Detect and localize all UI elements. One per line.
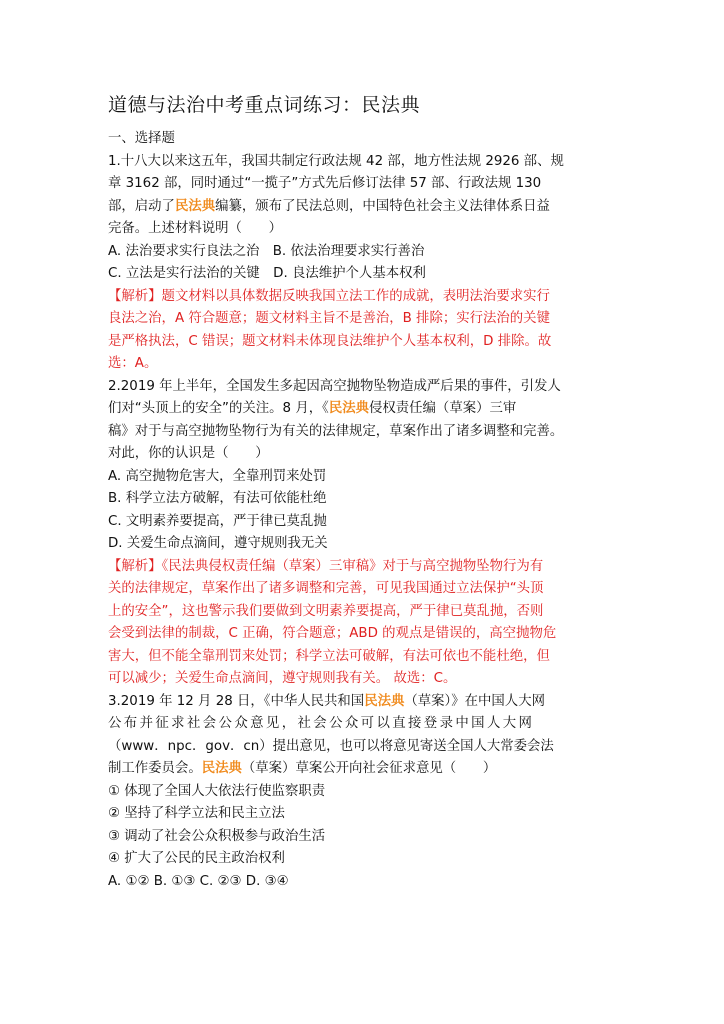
section-heading: 一、选择题 (108, 131, 175, 146)
q2-option-c: C. 文明素养要提高，严于律已莫乱抛 (108, 513, 327, 529)
q1-line-4: 完备。上述材料说明（ ） (108, 221, 283, 236)
q1-analysis-line-3: 是严格执法，C 错误；题文材料未体现良法维护个人基本权利，D 排除。故 (108, 333, 552, 349)
q3-line-4 (108, 758, 618, 781)
q2-analysis-line-5: 害大，但不能全靠刑罚来处罚；科学立法可破解，有法可依也不能杜绝，但 (108, 648, 550, 664)
q1-line-1: 1.十八大以来这五年，我国共制定行政法规 42 部，地方性法规 2926 部、规 (108, 153, 564, 169)
q3-line-1 (108, 691, 618, 714)
q2-option-b: B. 科学立法方破解，有法可依能杜绝 (108, 491, 327, 506)
question-2 (108, 376, 618, 691)
q1-analysis (108, 286, 618, 376)
q3-line-4b: （草案）草案公开向社会征求意见（ ） (241, 761, 497, 776)
q2-line-2a: 们对“头顶上的安全”的关注。8 月，《 (108, 401, 329, 416)
q2-analysis-line-2: 关的法律规定，草案作出了诸多调整和完善，可见我国通过立法保护“头顶 (108, 581, 544, 596)
page-title: 道德与法治中考重点词练习：民法典 (108, 94, 421, 116)
q2-analysis-line-6: 可以减少；关爱生命点滴间，遵守规则我有关。 故选：C。 (108, 671, 457, 686)
q3-statement-4: ④ 扩大了公民的民主政治权利 (108, 851, 285, 866)
keyword-highlight: 民法典 (174, 198, 216, 214)
q2-analysis-line-1: 【解析】《民法典侵权责任编（草案）三审稿》对于与高空抛物坠物行为有 (108, 558, 544, 574)
q1-analysis-line-4: 选：A。 (108, 356, 158, 371)
q2-option-d: D. 关爱生命点滴间，遵守规则我无关 (108, 536, 328, 551)
q3-statement-1: ① 体现了全国人大依法行使监察职责 (108, 783, 326, 799)
q2-analysis (108, 556, 618, 691)
q1-line-3b: 编纂，颁布了民法总则，中国特色社会主义法律体系日益 (215, 198, 550, 214)
q3-line-1a: 3.2019 年 12 月 28 日，《中华人民共和国 (108, 693, 365, 709)
q3-line-3: （www．npc．gov．cn）提出意见，也可以将意见寄送全国人大常委会法 (108, 738, 554, 754)
q2-analysis-line-3: 上的安全”，这也警示我们要做到文明素养要提高，严于律已莫乱抛，否则 (108, 603, 544, 619)
q1-analysis-line-2: 良法之治，A 符合题意；题文材料主旨不是善治，B 排除；实行法治的关键 (108, 311, 550, 326)
question-3 (108, 691, 618, 894)
q1-options-cd: C. 立法是实行法治的关键 D. 良法维护个人基本权利 (108, 266, 426, 281)
q1-options-ab: A. 法治要求实行良法之治 B. 依法治理要求实行善治 (108, 243, 425, 259)
keyword-highlight: 民法典 (201, 761, 242, 776)
q2-option-a: A. 高空抛物危害大，全靠刑罚来处罚 (108, 468, 327, 484)
q3-line-4a: 制工作委员会。 (108, 761, 202, 776)
keyword-highlight: 民法典 (328, 401, 369, 416)
q1-analysis-line-1: 【解析】题文材料以具体数据反映我国立法工作的成就，表明法治要求实行 (108, 288, 550, 304)
q1-line-2: 章 3162 部，同时通过“一揽子”方式先后修订法律 57 部、行政法规 130 (108, 176, 542, 191)
q2-line-4: 对此，你的认识是（ ） (108, 446, 269, 461)
q3-statement-2: ② 坚持了科学立法和民主立法 (108, 806, 285, 821)
q2-line-2 (108, 398, 618, 421)
q1-line-3 (108, 196, 618, 219)
q3-statement-3: ③ 调动了社会公众积极参与政治生活 (108, 828, 326, 844)
q1-line-3a: 部，启动了 (108, 198, 175, 214)
q3-line-1b: （草案）》在中国人大网 (404, 693, 545, 709)
q3-line-2: 公布并征求社会公众意见，社会公众可以直接登录中国人大网 (108, 716, 535, 731)
q2-analysis-line-4: 会受到法律的制裁，C 正确，符合题意；ABD 的观点是错误的，高空抛物危 (108, 626, 557, 641)
document-body (108, 128, 618, 893)
q2-line-1: 2.2019 年上半年，全国发生多起因高空抛物坠物造成严后果的事件，引发人 (108, 378, 561, 394)
keyword-highlight: 民法典 (364, 693, 405, 709)
q2-line-2b: 侵权责任编（草案）三审 (368, 401, 517, 416)
q2-line-3: 稿》对于与高空抛物坠物行为有关的法律规定，草案作出了诸多调整和完善。 (108, 423, 564, 439)
question-1 (108, 151, 618, 376)
q3-options: A. ①② B. ①③ C. ②③ D. ③④ (108, 873, 289, 889)
